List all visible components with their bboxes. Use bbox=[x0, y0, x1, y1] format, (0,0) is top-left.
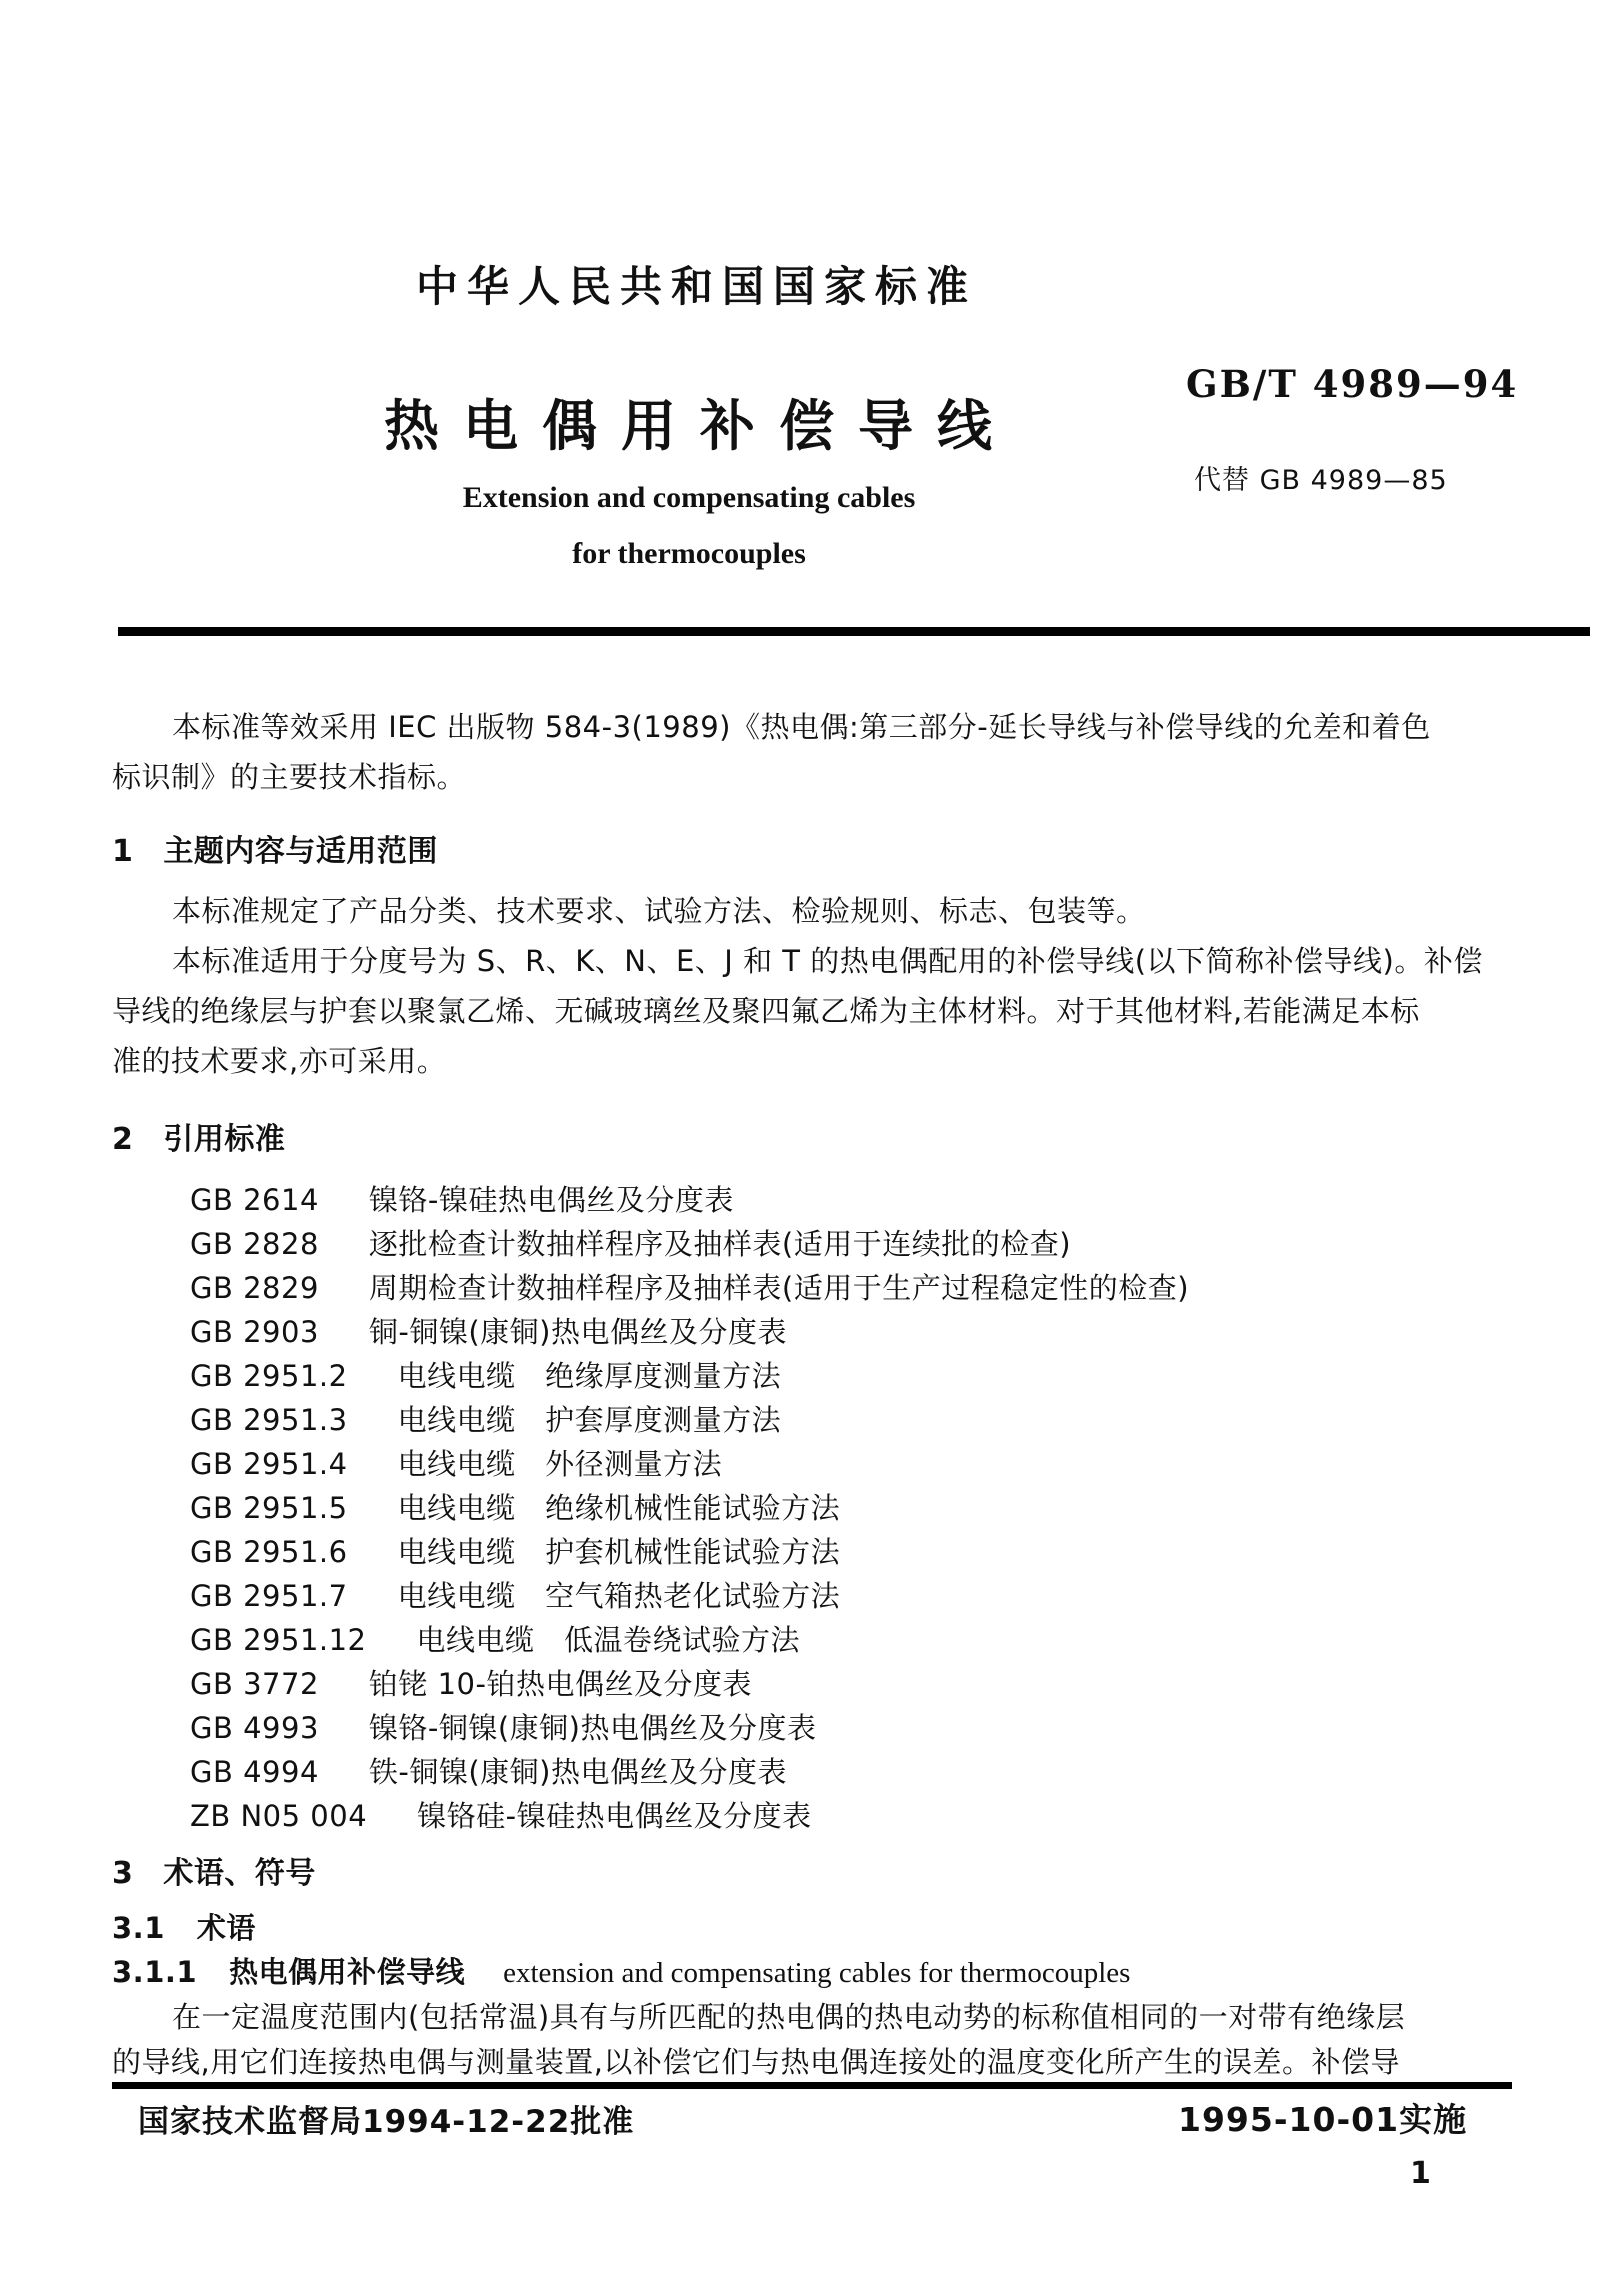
intro-line-1: 本标准等效采用 IEC 出版物 584-3(1989)《热电偶:第三部分-延长导线与补偿导线的允差和着色 bbox=[172, 710, 1431, 744]
section-2-heading bbox=[112, 1116, 1512, 1164]
section-3-1-1-number: 3.1.1 bbox=[112, 1955, 198, 1989]
implementation-date: 1995-10-01实施 bbox=[1178, 2100, 1468, 2139]
reference-title: 电线电缆 绝缘厚度测量方法 bbox=[397, 1359, 782, 1393]
reference-title: 铂铑 10-铂热电偶丝及分度表 bbox=[368, 1667, 752, 1701]
reference-item bbox=[190, 1178, 1512, 1222]
reference-title: 周期检查计数抽样程序及抽样表(适用于生产过程稳定性的检查) bbox=[368, 1271, 1190, 1305]
section-3-1-title: 术语 bbox=[196, 1911, 256, 1945]
reference-item bbox=[190, 1618, 1512, 1662]
section-1-paragraph-2-line-1: 本标准适用于分度号为 S、R、K、N、E、J 和 T 的热电偶配用的补偿导线(以下简称补偿导线)。补偿 bbox=[172, 944, 1483, 978]
section-3-title: 术语、符号 bbox=[163, 1856, 316, 1891]
reference-title: 电线电缆 外径测量方法 bbox=[397, 1447, 723, 1481]
reference-item bbox=[190, 1794, 1512, 1838]
reference-item bbox=[190, 1442, 1512, 1486]
reference-title: 电线电缆 护套厚度测量方法 bbox=[397, 1403, 782, 1437]
reference-item bbox=[190, 1310, 1512, 1354]
reference-code: GB 2903 bbox=[190, 1315, 319, 1349]
section-1-paragraph-2-line-2: 导线的绝缘层与护套以聚氯乙烯、无碱玻璃丝及聚四氟乙烯为主体材料。对于其他材料,若能满足本标 bbox=[112, 994, 1420, 1028]
section-2-title: 引用标准 bbox=[163, 1122, 286, 1157]
section-1-paragraph-1: 本标准规定了产品分类、技术要求、试验方法、检验规则、标志、包装等。 bbox=[172, 894, 1146, 928]
reference-item bbox=[190, 1662, 1512, 1706]
section-3-1-1-heading bbox=[112, 1950, 1512, 1995]
section-1-title: 主题内容与适用范围 bbox=[163, 834, 438, 869]
definition-paragraph bbox=[112, 1995, 1512, 2085]
reference-code: GB 2951.4 bbox=[190, 1447, 348, 1481]
english-title-line2: for thermocouples bbox=[572, 537, 806, 570]
section-2-number: 2 bbox=[112, 1122, 134, 1157]
intro-line-2: 标识制》的主要技术指标。 bbox=[112, 760, 467, 794]
reference-item bbox=[190, 1750, 1512, 1794]
section-3-1-number: 3.1 bbox=[112, 1911, 165, 1945]
reference-item bbox=[190, 1486, 1512, 1530]
section-1-number: 1 bbox=[112, 834, 134, 869]
reference-title: 镍铬-铜镍(康铜)热电偶丝及分度表 bbox=[368, 1711, 817, 1745]
reference-code: GB 2951.5 bbox=[190, 1491, 348, 1525]
page-title-chinese: 热电偶用补偿导线 bbox=[384, 394, 1017, 458]
section-1-paragraph-2-line-3: 准的技术要求,亦可采用。 bbox=[112, 1044, 447, 1078]
section-3-1-1-title-chinese: 热电偶用补偿导线 bbox=[229, 1955, 466, 1989]
reference-item bbox=[190, 1574, 1512, 1618]
section-1-heading bbox=[112, 828, 1512, 876]
reference-title: 电线电缆 绝缘机械性能试验方法 bbox=[397, 1491, 841, 1525]
document-body bbox=[112, 702, 1512, 2085]
reference-item bbox=[190, 1354, 1512, 1398]
section-3-1-heading bbox=[112, 1906, 1512, 1950]
reference-title: 电线电缆 护套机械性能试验方法 bbox=[397, 1535, 841, 1569]
reference-title: 铜-铜镍(康铜)热电偶丝及分度表 bbox=[368, 1315, 787, 1349]
footer-divider-rule bbox=[112, 2082, 1512, 2089]
definition-line-1: 在一定温度范围内(包括常温)具有与所匹配的热电偶的热电动势的标称值相同的一对带有绝缘层 bbox=[172, 2000, 1406, 2034]
header-divider-rule bbox=[118, 627, 1590, 636]
reference-item bbox=[190, 1398, 1512, 1442]
national-standard-label: 中华人民共和国国家标准 bbox=[416, 262, 978, 311]
definition-line-2: 的导线,用它们连接热电偶与测量装置,以补偿它们与热电偶连接处的温度变化所产生的误差。补偿导 bbox=[112, 2045, 1400, 2079]
reference-code: GB 2951.2 bbox=[190, 1359, 348, 1393]
reference-title: 电线电缆 空气箱热老化试验方法 bbox=[397, 1579, 841, 1613]
reference-code: GB 2951.7 bbox=[190, 1579, 348, 1613]
standard-code: GB/T 4989—94 bbox=[1186, 362, 1519, 406]
reference-code: GB 2951.6 bbox=[190, 1535, 348, 1569]
section-3-heading bbox=[112, 1850, 1512, 1898]
reference-code: GB 2951.12 bbox=[190, 1623, 367, 1657]
replaces-note: 代替 GB 4989—85 bbox=[1194, 465, 1448, 496]
reference-title: 镍铬硅-镍硅热电偶丝及分度表 bbox=[417, 1799, 812, 1833]
reference-code: GB 4994 bbox=[190, 1755, 319, 1789]
page-number: 1 bbox=[1410, 2156, 1431, 2191]
reference-title: 铁-铜镍(康铜)热电偶丝及分度表 bbox=[368, 1755, 787, 1789]
reference-code: GB 2951.3 bbox=[190, 1403, 348, 1437]
reference-code: GB 4993 bbox=[190, 1711, 319, 1745]
reference-code: ZB N05 004 bbox=[190, 1799, 368, 1833]
reference-item bbox=[190, 1222, 1512, 1266]
approval-statement: 国家技术监督局1994-12-22批准 bbox=[138, 2104, 635, 2140]
section-3-number: 3 bbox=[112, 1856, 134, 1891]
reference-code: GB 2829 bbox=[190, 1271, 319, 1305]
section-3-1-1-title-english: extension and compensating cables for thermocouples bbox=[503, 1957, 1131, 1989]
reference-title: 镍铬-镍硅热电偶丝及分度表 bbox=[368, 1183, 734, 1217]
reference-code: GB 2614 bbox=[190, 1183, 319, 1217]
reference-title: 电线电缆 低温卷绕试验方法 bbox=[416, 1623, 801, 1657]
reference-item bbox=[190, 1706, 1512, 1750]
reference-title: 逐批检查计数抽样程序及抽样表(适用于连续批的检查) bbox=[368, 1227, 1072, 1261]
reference-item bbox=[190, 1530, 1512, 1574]
reference-list bbox=[112, 1178, 1512, 1838]
reference-item bbox=[190, 1266, 1512, 1310]
reference-code: GB 3772 bbox=[190, 1667, 319, 1701]
reference-code: GB 2828 bbox=[190, 1227, 319, 1261]
page-title-english bbox=[384, 470, 994, 582]
english-title-line1: Extension and compensating cables bbox=[462, 481, 916, 514]
